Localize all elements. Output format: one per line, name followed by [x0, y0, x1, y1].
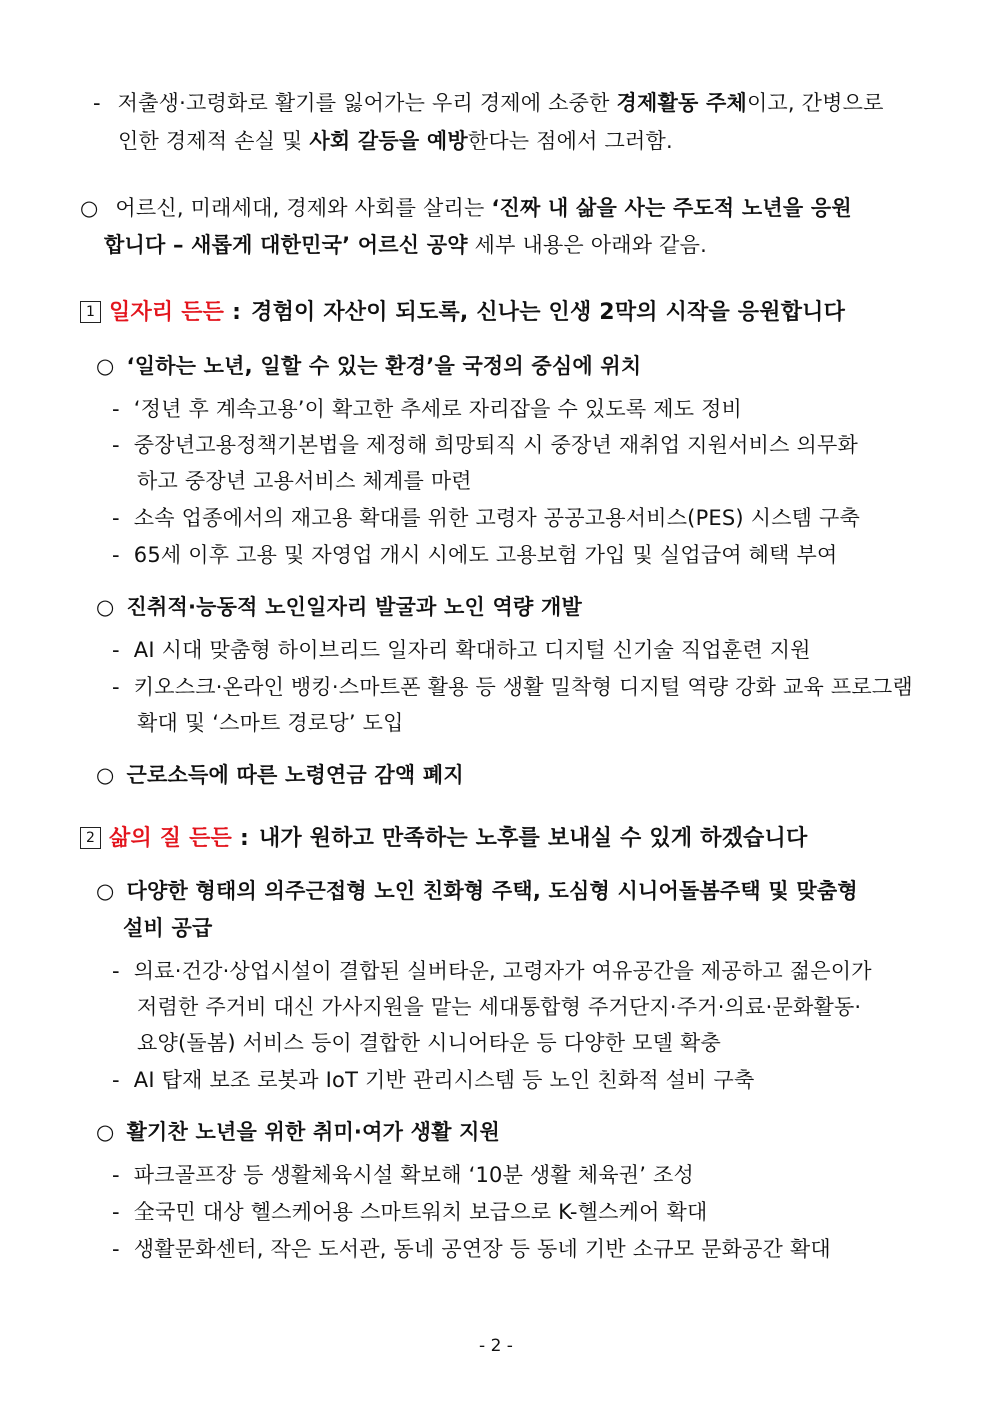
- list-item: - AI 시대 맞춤형 하이브리드 일자리 확대하고 디지털 신기술 직업훈련 지원: [112, 638, 811, 662]
- intro-bullet-1-line-1: - 저출생·고령화로 활기를 잃어가는 우리 경제에 소중한 경제활동 주체이고, 간병으로: [93, 91, 884, 115]
- section-number-box: 1: [80, 301, 101, 323]
- circle-marker: ○: [96, 354, 115, 378]
- list-item: - 파크골프장 등 생활체육시설 확보해 ‘10분 생활 체육권’ 조성: [112, 1163, 694, 1187]
- section-1-group-2-heading: ○ 진취적·능동적 노인일자리 발굴과 노인 역량 개발: [96, 595, 582, 619]
- list-item: - 의료·건강·상업시설이 결합된 실버타운, 고령자가 여유공간을 제공하고 젊은이가: [112, 959, 872, 983]
- section-title: 경험이 자산이 되도록, 신나는 인생 2막의 시작을 응원합니다: [251, 300, 846, 325]
- list-item: - 생활문화센터, 작은 도서관, 동네 공연장 등 동네 기반 소규모 문화공간 확대: [112, 1237, 831, 1261]
- list-item: - 중장년고용정책기본법을 제정해 희망퇴직 시 중장년 재취업 지원서비스 의무화: [112, 433, 858, 457]
- list-item-continuation: 저렴한 주거비 대신 가사지원을 맡는 세대통합형 주거단지·주거·의료·문화활동·: [137, 995, 862, 1019]
- section-2-group-1-heading-continuation: 설비 공급: [123, 916, 213, 940]
- dash-marker: -: [93, 91, 101, 115]
- section-2-header: 2 삶의 질 든든 : 내가 원하고 만족하는 노후를 보내실 수 있게 하겠습니다: [80, 824, 807, 854]
- section-1-header: 1 일자리 든든 : 경험이 자산이 되도록, 신나는 인생 2막의 시작을 응원합니다: [80, 298, 845, 328]
- list-item: - 65세 이후 고용 및 자영업 개시 시에도 고용보험 가입 및 실업급여 혜택 부여: [112, 543, 838, 567]
- intro-bullet-2-line-2: 합니다 – 새롭게 대한민국’ 어르신 공약 세부 내용은 아래와 같음.: [104, 233, 707, 257]
- list-item: - 소속 업종에서의 재고용 확대를 위한 고령자 공공고용서비스(PES) 시스템 구축: [112, 506, 861, 530]
- section-keyword: 일자리 든든: [109, 300, 225, 325]
- list-item: - 키오스크·온라인 뱅킹·스마트폰 활용 등 생활 밀착형 디지털 역량 강화 교육 프로그램: [112, 675, 913, 699]
- section-1-group-3-heading: ○ 근로소득에 따른 노령연금 감액 폐지: [96, 763, 464, 787]
- page-number: - 2 -: [479, 1336, 513, 1356]
- section-2-group-2-heading: ○ 활기찬 노년을 위한 취미·여가 생활 지원: [96, 1120, 501, 1144]
- circle-marker: ○: [96, 1120, 115, 1144]
- intro-bullet-2-line-1: ○ 어르신, 미래세대, 경제와 사회를 살리는 ‘진짜 내 삶을 사는 주도적 노년을 응원: [80, 196, 852, 220]
- list-item-continuation: 하고 중장년 고용서비스 체계를 마련: [137, 469, 472, 493]
- section-title: 내가 원하고 만족하는 노후를 보내실 수 있게 하겠습니다: [258, 826, 808, 851]
- list-item-continuation: 확대 및 ‘스마트 경로당’ 도입: [137, 711, 404, 735]
- circle-marker: ○: [96, 595, 115, 619]
- list-item: - ‘정년 후 계속고용’이 확고한 추세로 자리잡을 수 있도록 제도 정비: [112, 397, 743, 421]
- circle-marker: ○: [80, 196, 99, 220]
- list-item-continuation: 요양(돌봄) 서비스 등이 결합한 시니어타운 등 다양한 모델 확충: [137, 1031, 721, 1055]
- circle-marker: ○: [96, 763, 115, 787]
- section-keyword: 삶의 질 든든: [109, 826, 232, 851]
- list-item: - AI 탑재 보조 로봇과 IoT 기반 관리시스템 등 노인 친화적 설비 구축: [112, 1068, 755, 1092]
- section-2-group-1-heading: ○ 다양한 형태의 의주근접형 노인 친화형 주택, 도심형 시니어돌봄주택 및 맞춤형: [96, 879, 858, 903]
- list-item: - 全국민 대상 헬스케어용 스마트워치 보급으로 K-헬스케어 확대: [112, 1200, 708, 1224]
- intro-bullet-1-line-2: 인한 경제적 손실 및 사회 갈등을 예방한다는 점에서 그러함.: [118, 129, 673, 153]
- section-number-box: 2: [80, 827, 101, 849]
- section-1-group-1-heading: ○ ‘일하는 노년, 일할 수 있는 환경’을 국정의 중심에 위치: [96, 354, 642, 378]
- circle-marker: ○: [96, 879, 115, 903]
